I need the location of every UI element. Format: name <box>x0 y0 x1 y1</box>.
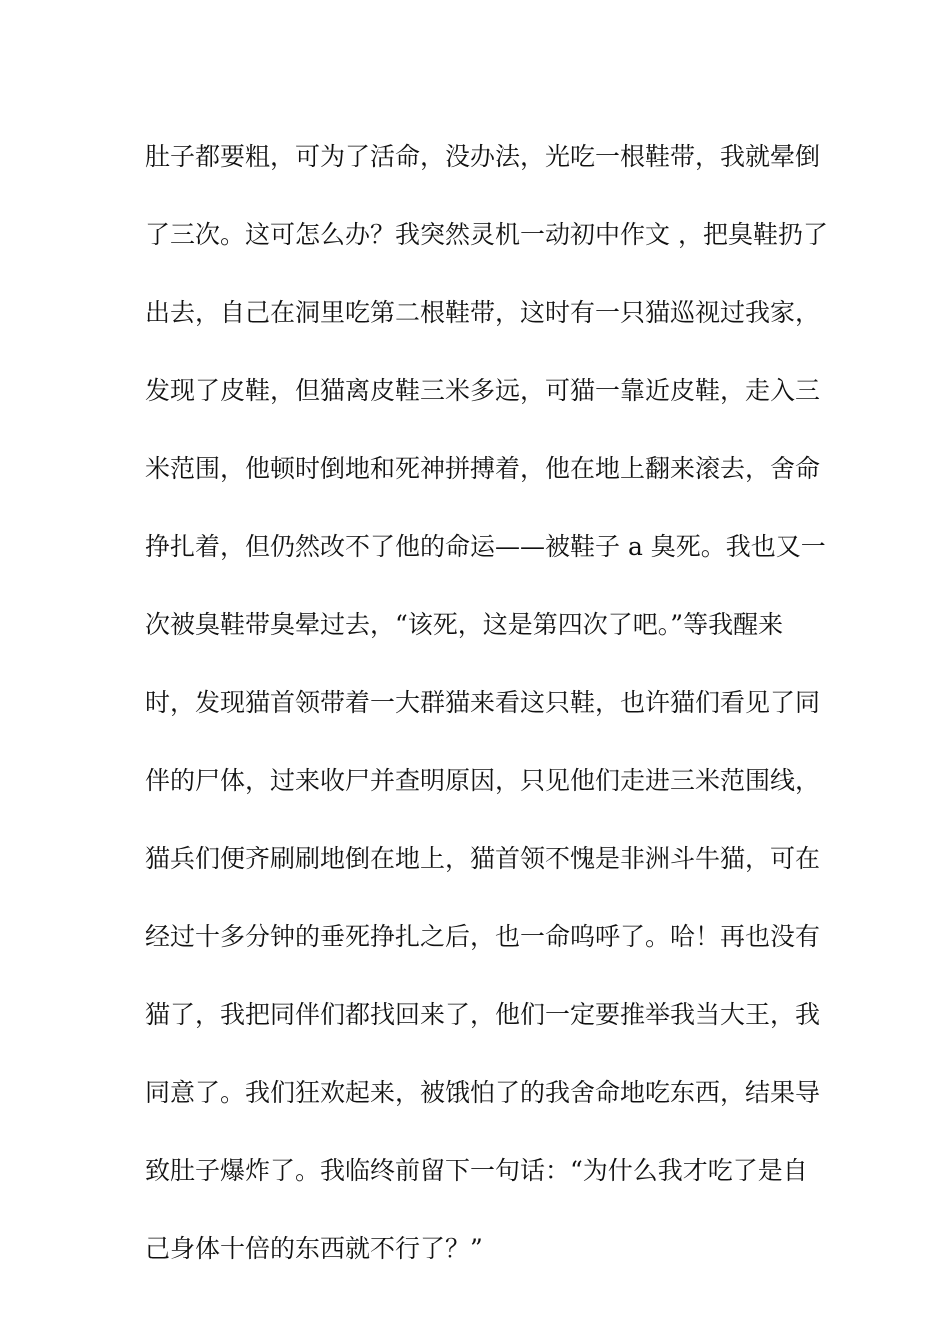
text-line-13: 同意了。我们狂欢起来，被饿怕了的我舍命地吃东西，结果导 <box>145 1078 821 1107</box>
text-line-10: 猫兵们便齐刷刷地倒在地上，猫首领不愧是非洲斗牛猫，可在 <box>145 844 821 873</box>
body-text <box>145 130 828 1300</box>
text-line-1: 肚子都要粗，可为了活命，没办法，光吃一根鞋带，我就晕倒 <box>145 142 821 171</box>
text-line-2: 了三次。这可怎么办？我突然灵机一动初中作文 ，把臭鞋扔了 <box>145 220 828 249</box>
text-line-11: 经过十多分钟的垂死挣扎之后，也一命呜呼了。哈！再也没有 <box>145 922 821 951</box>
text-line-5: 米范围，他顿时倒地和死神拼搏着，他在地上翻来滚去，舍命 <box>145 454 821 483</box>
text-line-12: 猫了，我把同伴们都找回来了，他们一定要推举我当大王，我 <box>145 1000 821 1029</box>
text-line-6: 挣扎着，但仍然改不了他的命运——被鞋子 a 臭死。我也又一 <box>145 532 826 561</box>
text-line-9: 伴的尸体，过来收尸并查明原因，只见他们走进三米范围线， <box>145 766 821 795</box>
text-line-7: 次被臭鞋带臭晕过去，“该死，这是第四次了吧。”等我醒来 <box>145 610 784 639</box>
text-line-15: 己身体十倍的东西就不行了？” <box>145 1234 483 1263</box>
text-line-14: 致肚子爆炸了。我临终前留下一句话：“为什么我才吃了是自 <box>145 1156 808 1185</box>
text-line-8: 时，发现猫首领带着一大群猫来看这只鞋，也许猫们看见了同 <box>145 688 821 717</box>
text-line-3: 出去，自己在洞里吃第二根鞋带，这时有一只猫巡视过我家， <box>145 298 821 327</box>
text-line-4: 发现了皮鞋，但猫离皮鞋三米多远，可猫一靠近皮鞋，走入三 <box>145 376 821 405</box>
